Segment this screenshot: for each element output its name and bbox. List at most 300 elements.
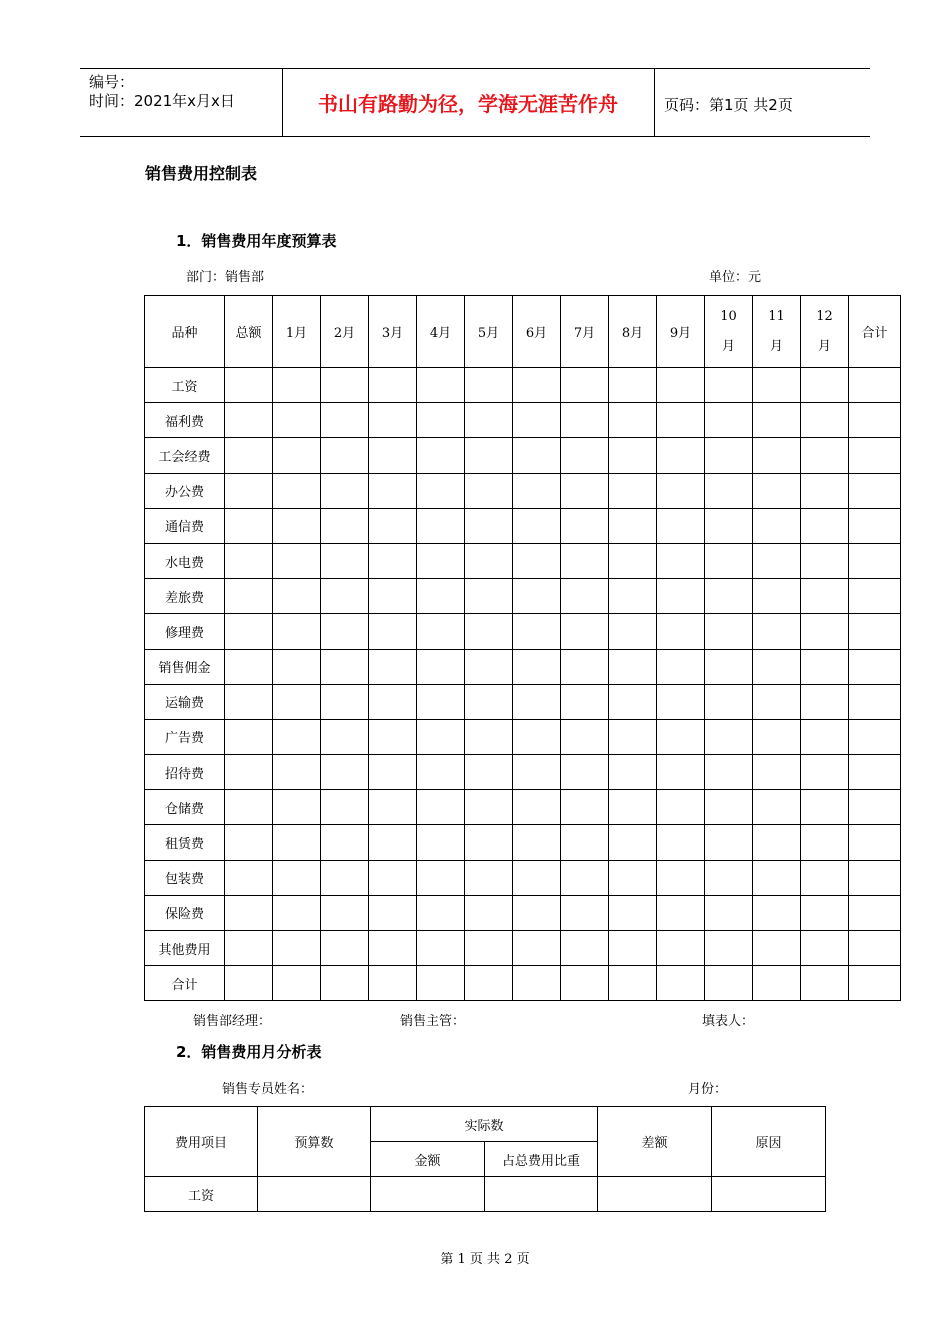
- budget-cell[interactable]: [513, 543, 561, 578]
- budget-cell[interactable]: [273, 684, 321, 719]
- budget-cell[interactable]: [849, 719, 901, 754]
- budget-cell[interactable]: [321, 579, 369, 614]
- expense-category-label: 修理费: [145, 614, 225, 649]
- table-row: [145, 790, 901, 825]
- budget-cell[interactable]: [705, 895, 753, 930]
- budget-cell[interactable]: [561, 473, 609, 508]
- table-row: [145, 825, 901, 860]
- table-row: [145, 931, 901, 966]
- budget-cell[interactable]: [561, 403, 609, 438]
- budget-cell[interactable]: [465, 473, 513, 508]
- budget-cell[interactable]: [465, 368, 513, 403]
- budget-cell[interactable]: [705, 438, 753, 473]
- header-cell: [705, 296, 753, 368]
- budget-cell[interactable]: [609, 684, 657, 719]
- table-row: [145, 403, 901, 438]
- budget-cell[interactable]: [849, 895, 901, 930]
- budget-cell[interactable]: [321, 719, 369, 754]
- budget-cell[interactable]: [417, 473, 465, 508]
- budget-cell[interactable]: [753, 825, 801, 860]
- budget-cell[interactable]: [849, 790, 901, 825]
- analysis-cell[interactable]: [258, 1177, 371, 1212]
- budget-cell[interactable]: [513, 719, 561, 754]
- budget-cell[interactable]: [465, 860, 513, 895]
- budget-cell[interactable]: [801, 403, 849, 438]
- budget-cell[interactable]: [417, 825, 465, 860]
- budget-cell[interactable]: [753, 931, 801, 966]
- budget-cell[interactable]: [273, 895, 321, 930]
- budget-cell[interactable]: [849, 684, 901, 719]
- budget-cell[interactable]: [561, 368, 609, 403]
- budget-cell[interactable]: [561, 860, 609, 895]
- budget-cell[interactable]: [273, 790, 321, 825]
- budget-cell[interactable]: [801, 579, 849, 614]
- budget-cell[interactable]: [225, 860, 273, 895]
- budget-cell[interactable]: [417, 755, 465, 790]
- budget-cell[interactable]: [657, 860, 705, 895]
- budget-cell[interactable]: [417, 438, 465, 473]
- budget-cell[interactable]: [705, 368, 753, 403]
- budget-cell[interactable]: [321, 649, 369, 684]
- budget-cell[interactable]: [657, 895, 705, 930]
- budget-cell[interactable]: [225, 543, 273, 578]
- budget-cell[interactable]: [465, 931, 513, 966]
- budget-cell[interactable]: [369, 438, 417, 473]
- budget-cell[interactable]: [369, 649, 417, 684]
- budget-cell[interactable]: [513, 438, 561, 473]
- budget-cell[interactable]: [417, 649, 465, 684]
- budget-cell[interactable]: [225, 966, 273, 1001]
- budget-cell[interactable]: [225, 684, 273, 719]
- budget-cell[interactable]: [513, 403, 561, 438]
- budget-cell[interactable]: [369, 684, 417, 719]
- budget-cell[interactable]: [321, 508, 369, 543]
- budget-cell[interactable]: [705, 403, 753, 438]
- budget-cell[interactable]: [849, 543, 901, 578]
- budget-cell[interactable]: [705, 473, 753, 508]
- budget-cell[interactable]: [657, 579, 705, 614]
- budget-cell[interactable]: [417, 684, 465, 719]
- expense-category-label: 差旅费: [145, 579, 225, 614]
- budget-cell[interactable]: [657, 508, 705, 543]
- budget-cell[interactable]: [849, 966, 901, 1001]
- budget-cell[interactable]: [273, 368, 321, 403]
- budget-cell[interactable]: [321, 790, 369, 825]
- budget-cell[interactable]: [753, 473, 801, 508]
- budget-cell[interactable]: [801, 895, 849, 930]
- budget-cell[interactable]: [705, 614, 753, 649]
- budget-cell[interactable]: [273, 473, 321, 508]
- budget-cell[interactable]: [609, 931, 657, 966]
- budget-cell[interactable]: [513, 860, 561, 895]
- budget-cell[interactable]: [513, 579, 561, 614]
- header-line: 月: [721, 338, 735, 354]
- budget-cell[interactable]: [561, 755, 609, 790]
- budget-cell[interactable]: [369, 790, 417, 825]
- budget-cell[interactable]: [369, 895, 417, 930]
- budget-cell[interactable]: [609, 790, 657, 825]
- budget-cell[interactable]: [561, 931, 609, 966]
- budget-cell[interactable]: [225, 508, 273, 543]
- budget-cell[interactable]: [753, 579, 801, 614]
- budget-cell[interactable]: [801, 790, 849, 825]
- budget-cell[interactable]: [753, 614, 801, 649]
- budget-cell[interactable]: [609, 543, 657, 578]
- budget-cell[interactable]: [465, 895, 513, 930]
- budget-cell[interactable]: [369, 473, 417, 508]
- budget-cell[interactable]: [705, 860, 753, 895]
- header-line: 11: [768, 308, 785, 324]
- expense-category-label: 运输费: [145, 684, 225, 719]
- budget-cell[interactable]: [225, 895, 273, 930]
- header-line: 10: [720, 308, 737, 324]
- budget-cell[interactable]: [273, 966, 321, 1001]
- header-divider-right: [654, 68, 655, 136]
- budget-cell[interactable]: [513, 790, 561, 825]
- budget-cell[interactable]: [801, 438, 849, 473]
- budget-cell[interactable]: [273, 931, 321, 966]
- budget-cell[interactable]: [705, 543, 753, 578]
- budget-cell[interactable]: [225, 368, 273, 403]
- budget-cell[interactable]: [657, 719, 705, 754]
- budget-cell[interactable]: [609, 473, 657, 508]
- budget-cell[interactable]: [849, 755, 901, 790]
- budget-cell[interactable]: [513, 684, 561, 719]
- budget-cell[interactable]: [417, 543, 465, 578]
- table2-month: 月份：: [688, 1082, 728, 1097]
- budget-cell[interactable]: [417, 579, 465, 614]
- header-cell: 4月: [417, 296, 465, 368]
- table2-staff-name: 销售专员姓名：: [222, 1082, 314, 1097]
- budget-cell[interactable]: [225, 825, 273, 860]
- expense-category-label: 销售佣金: [145, 649, 225, 684]
- budget-cell[interactable]: [609, 825, 657, 860]
- budget-cell[interactable]: [417, 719, 465, 754]
- budget-cell[interactable]: [417, 895, 465, 930]
- budget-cell[interactable]: [273, 579, 321, 614]
- budget-cell[interactable]: [369, 543, 417, 578]
- budget-cell[interactable]: [321, 473, 369, 508]
- budget-cell[interactable]: [753, 895, 801, 930]
- header-cell-actual: 实际数: [371, 1107, 598, 1142]
- budget-cell[interactable]: [609, 614, 657, 649]
- budget-cell[interactable]: [657, 543, 705, 578]
- budget-cell[interactable]: [321, 438, 369, 473]
- budget-cell[interactable]: [465, 755, 513, 790]
- budget-cell[interactable]: [225, 719, 273, 754]
- budget-cell[interactable]: [705, 966, 753, 1001]
- budget-cell[interactable]: [657, 755, 705, 790]
- budget-cell[interactable]: [369, 579, 417, 614]
- budget-cell[interactable]: [753, 368, 801, 403]
- budget-cell[interactable]: [321, 966, 369, 1001]
- budget-cell[interactable]: [561, 438, 609, 473]
- budget-cell[interactable]: [513, 966, 561, 1001]
- budget-cell[interactable]: [849, 649, 901, 684]
- budget-cell[interactable]: [417, 614, 465, 649]
- budget-cell[interactable]: [321, 403, 369, 438]
- budget-cell[interactable]: [273, 403, 321, 438]
- budget-cell[interactable]: [801, 931, 849, 966]
- budget-cell[interactable]: [657, 790, 705, 825]
- budget-cell[interactable]: [801, 614, 849, 649]
- table-row: [145, 368, 901, 403]
- budget-cell[interactable]: [273, 860, 321, 895]
- budget-cell[interactable]: [465, 543, 513, 578]
- budget-cell[interactable]: [273, 508, 321, 543]
- budget-cell[interactable]: [657, 825, 705, 860]
- budget-cell[interactable]: [801, 649, 849, 684]
- budget-cell[interactable]: [561, 825, 609, 860]
- table-row: [145, 614, 901, 649]
- budget-cell[interactable]: [513, 825, 561, 860]
- budget-cell[interactable]: [417, 508, 465, 543]
- budget-cell[interactable]: [849, 579, 901, 614]
- budget-cell[interactable]: [465, 438, 513, 473]
- budget-cell[interactable]: [849, 614, 901, 649]
- budget-cell[interactable]: [609, 755, 657, 790]
- budget-cell[interactable]: [705, 931, 753, 966]
- budget-cell[interactable]: [321, 931, 369, 966]
- budget-cell[interactable]: [465, 825, 513, 860]
- budget-cell[interactable]: [513, 649, 561, 684]
- budget-cell[interactable]: [321, 543, 369, 578]
- budget-cell[interactable]: [321, 368, 369, 403]
- budget-cell[interactable]: [753, 966, 801, 1001]
- budget-cell[interactable]: [273, 755, 321, 790]
- budget-cell[interactable]: [801, 473, 849, 508]
- budget-cell[interactable]: [801, 860, 849, 895]
- budget-cell[interactable]: [465, 649, 513, 684]
- budget-cell[interactable]: [561, 966, 609, 1001]
- budget-cell[interactable]: [801, 368, 849, 403]
- budget-cell[interactable]: [849, 931, 901, 966]
- budget-cell[interactable]: [609, 579, 657, 614]
- budget-cell[interactable]: [753, 438, 801, 473]
- budget-cell[interactable]: [561, 649, 609, 684]
- budget-cell[interactable]: [753, 719, 801, 754]
- budget-cell[interactable]: [465, 966, 513, 1001]
- budget-cell[interactable]: [417, 860, 465, 895]
- budget-cell[interactable]: [273, 438, 321, 473]
- budget-cell[interactable]: [657, 403, 705, 438]
- budget-cell[interactable]: [321, 825, 369, 860]
- budget-cell[interactable]: [561, 614, 609, 649]
- table-row: [145, 1177, 826, 1212]
- budget-cell[interactable]: [273, 825, 321, 860]
- budget-cell[interactable]: [369, 966, 417, 1001]
- budget-cell[interactable]: [753, 860, 801, 895]
- budget-cell[interactable]: [417, 790, 465, 825]
- budget-cell[interactable]: [849, 403, 901, 438]
- budget-cell[interactable]: [705, 684, 753, 719]
- budget-cell[interactable]: [609, 403, 657, 438]
- budget-cell[interactable]: [849, 473, 901, 508]
- budget-cell[interactable]: [705, 719, 753, 754]
- budget-cell[interactable]: [321, 860, 369, 895]
- budget-cell[interactable]: [369, 755, 417, 790]
- budget-cell[interactable]: [465, 614, 513, 649]
- budget-cell[interactable]: [609, 895, 657, 930]
- budget-cell[interactable]: [657, 614, 705, 649]
- budget-cell[interactable]: [705, 579, 753, 614]
- budget-cell[interactable]: [753, 755, 801, 790]
- budget-cell[interactable]: [513, 473, 561, 508]
- budget-cell[interactable]: [705, 755, 753, 790]
- budget-cell[interactable]: [417, 931, 465, 966]
- header-cell: [801, 296, 849, 368]
- budget-cell[interactable]: [225, 403, 273, 438]
- budget-cell[interactable]: [753, 403, 801, 438]
- budget-cell[interactable]: [657, 684, 705, 719]
- expense-category-label: 办公费: [145, 473, 225, 508]
- budget-cell[interactable]: [273, 649, 321, 684]
- header-line: 12: [816, 308, 833, 324]
- budget-cell[interactable]: [561, 684, 609, 719]
- budget-cell[interactable]: [225, 931, 273, 966]
- budget-cell[interactable]: [657, 649, 705, 684]
- budget-cell[interactable]: [801, 966, 849, 1001]
- table-row: [145, 966, 901, 1001]
- budget-cell[interactable]: [801, 684, 849, 719]
- budget-cell[interactable]: [657, 473, 705, 508]
- budget-cell[interactable]: [369, 403, 417, 438]
- footer-suffix: 页: [516, 1252, 530, 1267]
- budget-cell[interactable]: [705, 508, 753, 543]
- header-cell: 1月: [273, 296, 321, 368]
- budget-cell[interactable]: [657, 438, 705, 473]
- header-page-label: 页码：第1页 共2页: [664, 96, 793, 114]
- budget-cell[interactable]: [465, 579, 513, 614]
- budget-cell[interactable]: [705, 825, 753, 860]
- budget-cell[interactable]: [753, 508, 801, 543]
- budget-cell[interactable]: [225, 790, 273, 825]
- budget-cell[interactable]: [801, 719, 849, 754]
- budget-cell[interactable]: [513, 755, 561, 790]
- header-cell-budget: 预算数: [258, 1107, 371, 1177]
- header-line: 月: [817, 338, 831, 354]
- budget-cell[interactable]: [225, 649, 273, 684]
- budget-cell[interactable]: [657, 368, 705, 403]
- budget-cell[interactable]: [465, 790, 513, 825]
- budget-cell[interactable]: [321, 755, 369, 790]
- budget-cell[interactable]: [609, 860, 657, 895]
- budget-cell[interactable]: [609, 368, 657, 403]
- table-row: [145, 438, 901, 473]
- analysis-cell[interactable]: [712, 1177, 826, 1212]
- expense-category-label: 合计: [145, 966, 225, 1001]
- budget-cell[interactable]: [753, 790, 801, 825]
- budget-cell[interactable]: [753, 684, 801, 719]
- budget-cell[interactable]: [417, 403, 465, 438]
- budget-cell[interactable]: [225, 579, 273, 614]
- budget-cell[interactable]: [801, 825, 849, 860]
- budget-cell[interactable]: [801, 508, 849, 543]
- budget-cell[interactable]: [801, 755, 849, 790]
- header-cell-difference: 差额: [598, 1107, 712, 1177]
- budget-cell[interactable]: [561, 719, 609, 754]
- budget-cell[interactable]: [513, 614, 561, 649]
- header-cell: 9月: [657, 296, 705, 368]
- expense-category-label: 工会经费: [145, 438, 225, 473]
- budget-cell[interactable]: [369, 825, 417, 860]
- budget-cell[interactable]: [513, 508, 561, 543]
- budget-cell[interactable]: [513, 895, 561, 930]
- budget-cell[interactable]: [321, 895, 369, 930]
- budget-cell[interactable]: [849, 438, 901, 473]
- expense-category-label: 广告费: [145, 719, 225, 754]
- table2-title: 2．销售费用月分析表: [176, 1043, 322, 1061]
- budget-cell[interactable]: [609, 966, 657, 1001]
- budget-cell[interactable]: [369, 719, 417, 754]
- budget-cell[interactable]: [561, 790, 609, 825]
- budget-cell[interactable]: [465, 684, 513, 719]
- budget-cell[interactable]: [369, 860, 417, 895]
- budget-cell[interactable]: [753, 649, 801, 684]
- budget-cell[interactable]: [657, 931, 705, 966]
- budget-cell[interactable]: [561, 508, 609, 543]
- budget-cell[interactable]: [465, 403, 513, 438]
- table1-unit: 单位：元: [709, 270, 762, 285]
- budget-cell[interactable]: [417, 368, 465, 403]
- budget-cell[interactable]: [321, 614, 369, 649]
- budget-cell[interactable]: [369, 614, 417, 649]
- header-cell-item: 费用项目: [145, 1107, 258, 1177]
- budget-cell[interactable]: [609, 438, 657, 473]
- budget-cell[interactable]: [849, 368, 901, 403]
- header-cell: [753, 296, 801, 368]
- budget-cell[interactable]: [609, 649, 657, 684]
- budget-cell[interactable]: [657, 966, 705, 1001]
- budget-cell[interactable]: [849, 860, 901, 895]
- budget-cell[interactable]: [561, 895, 609, 930]
- header-cell: 6月: [513, 296, 561, 368]
- budget-cell[interactable]: [609, 508, 657, 543]
- budget-cell[interactable]: [465, 508, 513, 543]
- analysis-cell[interactable]: [485, 1177, 598, 1212]
- budget-cell[interactable]: [561, 579, 609, 614]
- analysis-cell[interactable]: [371, 1177, 485, 1212]
- budget-cell[interactable]: [225, 755, 273, 790]
- budget-cell[interactable]: [225, 438, 273, 473]
- budget-cell[interactable]: [705, 649, 753, 684]
- budget-cell[interactable]: [705, 790, 753, 825]
- budget-cell[interactable]: [225, 473, 273, 508]
- analysis-cell[interactable]: [598, 1177, 712, 1212]
- budget-cell[interactable]: [417, 966, 465, 1001]
- budget-cell[interactable]: [561, 543, 609, 578]
- expense-category-label: 水电费: [145, 543, 225, 578]
- budget-cell[interactable]: [801, 543, 849, 578]
- budget-cell[interactable]: [369, 508, 417, 543]
- budget-cell[interactable]: [465, 719, 513, 754]
- budget-cell[interactable]: [273, 614, 321, 649]
- budget-cell[interactable]: [273, 543, 321, 578]
- table2-body: [145, 1177, 826, 1212]
- budget-cell[interactable]: [273, 719, 321, 754]
- budget-cell[interactable]: [849, 825, 901, 860]
- budget-cell[interactable]: [609, 719, 657, 754]
- budget-cell[interactable]: [321, 684, 369, 719]
- budget-cell[interactable]: [513, 368, 561, 403]
- budget-cell[interactable]: [369, 931, 417, 966]
- budget-cell[interactable]: [513, 931, 561, 966]
- budget-cell[interactable]: [753, 543, 801, 578]
- budget-cell[interactable]: [849, 508, 901, 543]
- document-title: 销售费用控制表: [145, 164, 258, 183]
- budget-cell[interactable]: [369, 368, 417, 403]
- budget-cell[interactable]: [225, 614, 273, 649]
